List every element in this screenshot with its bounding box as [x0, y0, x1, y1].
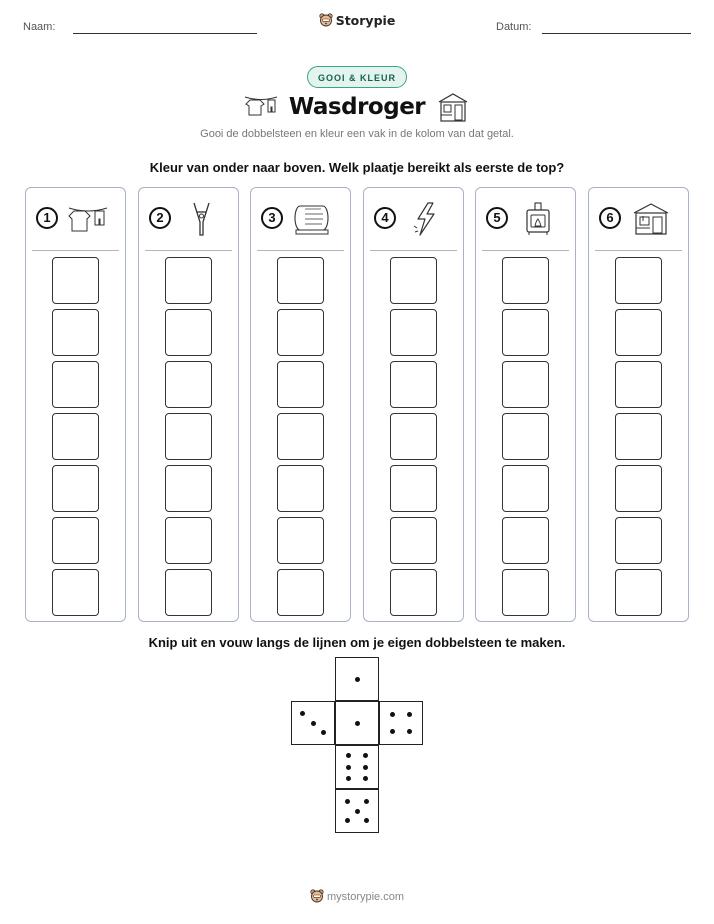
- dice-pip: [345, 799, 350, 804]
- color-box[interactable]: [52, 361, 99, 408]
- dice-face: [335, 745, 379, 789]
- color-box[interactable]: [390, 257, 437, 304]
- category-badge: GOOI & KLEUR: [307, 66, 407, 88]
- page-title: Wasdroger: [288, 94, 426, 120]
- dice-pip: [363, 753, 368, 758]
- column-divider: [32, 250, 119, 251]
- column-3: [250, 187, 351, 622]
- dice-face: [379, 701, 423, 745]
- dice-face: [335, 701, 379, 745]
- color-box[interactable]: [165, 309, 212, 356]
- color-box[interactable]: [52, 517, 99, 564]
- color-box[interactable]: [277, 413, 324, 460]
- column-divider: [595, 250, 682, 251]
- dice-pip: [364, 818, 369, 823]
- color-box[interactable]: [390, 413, 437, 460]
- color-box[interactable]: [502, 465, 549, 512]
- dice-pip: [355, 809, 360, 814]
- color-box[interactable]: [277, 309, 324, 356]
- color-box[interactable]: [52, 309, 99, 356]
- footer-url: mystorypie.com: [326, 891, 405, 903]
- color-box[interactable]: [52, 465, 99, 512]
- shop-icon: [631, 202, 671, 236]
- footer: [0, 889, 714, 906]
- color-box[interactable]: [502, 361, 549, 408]
- color-box[interactable]: [52, 257, 99, 304]
- color-box[interactable]: [502, 413, 549, 460]
- dice-pip: [364, 799, 369, 804]
- dice-pip: [346, 776, 351, 781]
- color-box[interactable]: [390, 517, 437, 564]
- dryer-drum-icon: [293, 202, 333, 236]
- dice-face: [335, 789, 379, 833]
- color-box[interactable]: [165, 413, 212, 460]
- name-line: [73, 33, 257, 34]
- color-box[interactable]: [502, 569, 549, 616]
- color-box[interactable]: [615, 517, 662, 564]
- color-box[interactable]: [165, 517, 212, 564]
- date-label: Datum:: [496, 21, 532, 33]
- color-box[interactable]: [390, 361, 437, 408]
- stove-icon: [518, 202, 558, 236]
- color-box[interactable]: [390, 465, 437, 512]
- color-box[interactable]: [615, 361, 662, 408]
- storypie-bear-icon: [319, 13, 333, 30]
- column-number: 2: [149, 207, 171, 229]
- color-box[interactable]: [277, 465, 324, 512]
- dice-pip: [346, 765, 351, 770]
- column-divider: [482, 250, 569, 251]
- shop-icon: [437, 92, 469, 122]
- color-box[interactable]: [52, 413, 99, 460]
- dice-face: [335, 657, 379, 701]
- name-label: Naam:: [23, 21, 56, 33]
- column-4: [363, 187, 464, 622]
- clothespin-icon: [181, 202, 221, 236]
- dice-pip: [407, 712, 412, 717]
- dice-pip: [300, 711, 305, 716]
- instruction-text: Kleur van onder naar boven. Welk plaatje bereikt als eerste de top?: [149, 160, 565, 175]
- color-box[interactable]: [502, 257, 549, 304]
- color-box[interactable]: [277, 517, 324, 564]
- column-2: [138, 187, 239, 622]
- storypie-bear-icon: [310, 889, 324, 906]
- column-number: 1: [36, 207, 58, 229]
- color-box[interactable]: [277, 361, 324, 408]
- dice-pip: [321, 730, 326, 735]
- column-number: 5: [486, 207, 508, 229]
- dice-pip: [345, 818, 350, 823]
- column-divider: [370, 250, 457, 251]
- column-5: [475, 187, 576, 622]
- column-1: [25, 187, 126, 622]
- color-box[interactable]: [615, 257, 662, 304]
- clothesline-icon: [68, 202, 108, 236]
- color-box[interactable]: [502, 517, 549, 564]
- color-box[interactable]: [390, 309, 437, 356]
- color-box[interactable]: [165, 465, 212, 512]
- dice-pip: [355, 721, 360, 726]
- color-box[interactable]: [390, 569, 437, 616]
- dice-pip: [363, 765, 368, 770]
- column-divider: [257, 250, 344, 251]
- color-box[interactable]: [277, 257, 324, 304]
- dice-face: [291, 701, 335, 745]
- color-box[interactable]: [165, 569, 212, 616]
- column-number: 6: [599, 207, 621, 229]
- brand-logo: [0, 13, 714, 30]
- column-number: 4: [374, 207, 396, 229]
- color-box[interactable]: [615, 413, 662, 460]
- color-box[interactable]: [165, 257, 212, 304]
- dice-pip: [311, 721, 316, 726]
- dice-pip: [346, 753, 351, 758]
- dice-pip: [355, 677, 360, 682]
- date-line: [542, 33, 691, 34]
- dice-instruction-text: Knip uit en vouw langs de lijnen om je eigen dobbelsteen te maken.: [148, 635, 566, 650]
- column-number: 3: [261, 207, 283, 229]
- color-box[interactable]: [165, 361, 212, 408]
- color-box[interactable]: [615, 309, 662, 356]
- brand-name: Storypie: [335, 13, 396, 28]
- dice-pip: [407, 729, 412, 734]
- dice-pip: [390, 729, 395, 734]
- color-box[interactable]: [277, 569, 324, 616]
- color-box[interactable]: [615, 569, 662, 616]
- lightning-icon: [406, 202, 446, 236]
- color-box[interactable]: [52, 569, 99, 616]
- dice-pip: [390, 712, 395, 717]
- column-6: [588, 187, 689, 622]
- color-box[interactable]: [615, 465, 662, 512]
- page-subtitle: Gooi de dobbelsteen en kleur een vak in de kolom van dat getal.: [200, 128, 514, 140]
- column-divider: [145, 250, 232, 251]
- color-box[interactable]: [502, 309, 549, 356]
- dice-pip: [363, 776, 368, 781]
